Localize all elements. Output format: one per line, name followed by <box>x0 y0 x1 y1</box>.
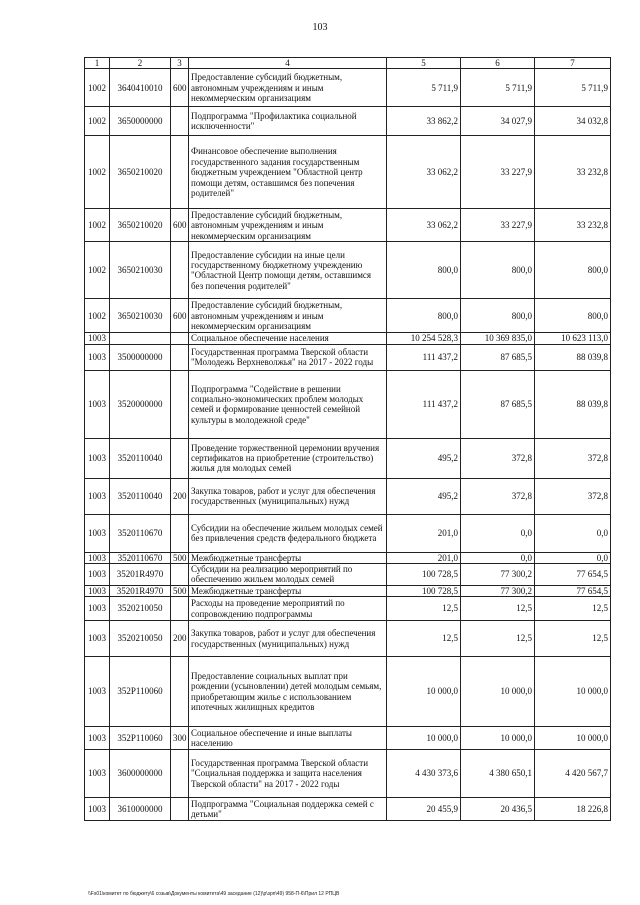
target-article-cell: 352P110060 <box>110 727 171 750</box>
value-col6-cell: 87 685,5 <box>461 344 535 370</box>
value-col5-cell: 800,0 <box>387 242 461 299</box>
value-col7-cell: 800,0 <box>535 242 611 299</box>
value-col5-cell: 201,0 <box>387 514 461 552</box>
target-article-cell: 3650210020 <box>110 209 171 242</box>
description-cell: Закупка товаров, работ и услуг для обеспечения государственных (муниципальных) нужд <box>189 621 387 657</box>
value-col7-cell: 5 711,9 <box>535 69 611 107</box>
value-col5-cell: 100 728,5 <box>387 585 461 596</box>
value-col5-cell: 12,5 <box>387 621 461 657</box>
table-row <box>85 370 611 438</box>
description-cell: Социальное обеспечение и иные выплаты населению <box>189 727 387 750</box>
description-cell: Предоставление субсидий бюджетным, автономным учреждениям и иным некоммерческим организациям <box>189 209 387 242</box>
value-col5-cell: 5 711,9 <box>387 69 461 107</box>
value-col7-cell: 34 032,8 <box>535 107 611 136</box>
expense-type-cell: 600 <box>171 209 189 242</box>
header-cell: 4 <box>189 58 387 69</box>
table-row <box>85 798 611 821</box>
expense-type-cell: 500 <box>171 552 189 563</box>
description-cell: Закупка товаров, работ и услуг для обеспечения государственных (муниципальных) нужд <box>189 478 387 514</box>
expense-type-cell <box>171 438 189 478</box>
value-col7-cell: 33 232,8 <box>535 136 611 209</box>
expense-type-cell: 600 <box>171 299 189 333</box>
value-col6-cell: 10 000,0 <box>461 727 535 750</box>
value-col7-cell: 88 039,8 <box>535 370 611 438</box>
value-col7-cell: 372,8 <box>535 478 611 514</box>
table-row <box>85 209 611 242</box>
value-col5-cell: 100 728,5 <box>387 564 461 586</box>
page-number: 103 <box>312 22 328 33</box>
target-article-cell: 35201R4970 <box>110 564 171 586</box>
section-code-cell: 1003 <box>85 564 110 586</box>
target-article-cell: 3600000000 <box>110 750 171 798</box>
expense-type-cell <box>171 333 189 344</box>
section-code-cell: 1003 <box>85 344 110 370</box>
expense-type-cell <box>171 136 189 209</box>
value-col6-cell: 77 300,2 <box>461 564 535 586</box>
header-cell: 1 <box>85 58 110 69</box>
value-col6-cell: 87 685,5 <box>461 370 535 438</box>
section-code-cell: 1003 <box>85 585 110 596</box>
table-row <box>85 564 611 586</box>
value-col5-cell: 33 862,2 <box>387 107 461 136</box>
description-cell: Предоставление субсидий бюджетным, автономным учреждениям и иным некоммерческим организациям <box>189 299 387 333</box>
budget-table <box>84 57 611 821</box>
header-cell: 5 <box>387 58 461 69</box>
value-col7-cell: 77 654,5 <box>535 564 611 586</box>
value-col6-cell: 372,8 <box>461 438 535 478</box>
expense-type-cell <box>171 242 189 299</box>
target-article-cell: 352P110060 <box>110 657 171 727</box>
target-article-cell: 35201R4970 <box>110 585 171 596</box>
target-article-cell <box>110 333 171 344</box>
value-col7-cell: 0,0 <box>535 514 611 552</box>
table-row <box>85 333 611 344</box>
section-code-cell: 1003 <box>85 597 110 621</box>
section-code-cell: 1003 <box>85 727 110 750</box>
value-col6-cell: 77 300,2 <box>461 585 535 596</box>
description-cell: Подпрограмма "Содействие в решении социально-экономических проблем молодых семей и формирование ценностей семейной культуры в молодежной среде" <box>189 370 387 438</box>
target-article-cell: 3650210030 <box>110 242 171 299</box>
target-article-cell: 3520000000 <box>110 370 171 438</box>
target-article-cell: 3520110670 <box>110 514 171 552</box>
value-col7-cell: 33 232,8 <box>535 209 611 242</box>
value-col6-cell: 800,0 <box>461 299 535 333</box>
value-col7-cell: 4 420 567,7 <box>535 750 611 798</box>
header-cell: 6 <box>461 58 535 69</box>
value-col7-cell: 10 000,0 <box>535 727 611 750</box>
target-article-cell: 3520110040 <box>110 438 171 478</box>
table-row <box>85 438 611 478</box>
value-col6-cell: 12,5 <box>461 597 535 621</box>
value-col5-cell: 201,0 <box>387 552 461 563</box>
table-row <box>85 621 611 657</box>
value-col7-cell: 10 000,0 <box>535 657 611 727</box>
section-code-cell: 1003 <box>85 750 110 798</box>
description-cell: Государственная программа Тверской области "Молодежь Верхневолжья" на 2017 - 2022 годы <box>189 344 387 370</box>
section-code-cell: 1002 <box>85 136 110 209</box>
section-code-cell: 1003 <box>85 438 110 478</box>
value-col6-cell: 33 227,9 <box>461 209 535 242</box>
description-cell: Государственная программа Тверской области "Социальная поддержка и защита населения Тверской области" на 2017 - 2022 годы <box>189 750 387 798</box>
value-col6-cell: 800,0 <box>461 242 535 299</box>
section-code-cell: 1003 <box>85 370 110 438</box>
footer-file-path: \\Fs01\комитет по бюджету\6 созыв\Документы комитета\49 заседание (12)\р\зрп\49) 958-П-6\Прил 12 РПЦВ <box>88 891 340 897</box>
expense-type-cell: 200 <box>171 621 189 657</box>
table-row <box>85 107 611 136</box>
description-cell: Межбюджетные трансферты <box>189 552 387 563</box>
expense-type-cell <box>171 657 189 727</box>
section-code-cell: 1003 <box>85 478 110 514</box>
table-row <box>85 69 611 107</box>
section-code-cell: 1002 <box>85 107 110 136</box>
value-col6-cell: 33 227,9 <box>461 136 535 209</box>
value-col6-cell: 10 369 835,0 <box>461 333 535 344</box>
section-code-cell: 1002 <box>85 299 110 333</box>
target-article-cell: 3500000000 <box>110 344 171 370</box>
header-cell: 7 <box>535 58 611 69</box>
description-cell: Финансовое обеспечение выполнения государственного задания государственным бюджетным учреждением "Областной центр помощи детям, оставшимся без попечения родителей" <box>189 136 387 209</box>
table-row <box>85 478 611 514</box>
value-col7-cell: 800,0 <box>535 299 611 333</box>
description-cell: Проведение торжественной церемонии вручения сертификатов на приобретение (строительство) жилья для молодых семей <box>189 438 387 478</box>
target-article-cell: 3520110040 <box>110 478 171 514</box>
section-code-cell: 1003 <box>85 514 110 552</box>
expense-type-cell: 500 <box>171 585 189 596</box>
value-col7-cell: 0,0 <box>535 552 611 563</box>
description-cell: Подпрограмма "Социальная поддержка семей с детьми" <box>189 798 387 821</box>
description-cell: Подпрограмма "Профилактика социальной исключенности" <box>189 107 387 136</box>
description-cell: Предоставление субсидий бюджетным, автономным учреждениям и иным некоммерческим организациям <box>189 69 387 107</box>
value-col5-cell: 10 000,0 <box>387 657 461 727</box>
table-row <box>85 136 611 209</box>
value-col6-cell: 34 027,9 <box>461 107 535 136</box>
target-article-cell: 3610000000 <box>110 798 171 821</box>
expense-type-cell <box>171 597 189 621</box>
section-code-cell: 1003 <box>85 798 110 821</box>
description-cell: Предоставление социальных выплат при рождении (усыновлении) детей молодым семьям, приобретающим жилье с использованием ипотечных жилищных кредитов <box>189 657 387 727</box>
target-article-cell: 3640410010 <box>110 69 171 107</box>
value-col6-cell: 10 000,0 <box>461 657 535 727</box>
description-cell: Расходы на проведение мероприятий по сопровождению подпрограммы <box>189 597 387 621</box>
value-col6-cell: 5 711,9 <box>461 69 535 107</box>
expense-type-cell <box>171 514 189 552</box>
expense-type-cell: 200 <box>171 478 189 514</box>
budget-table-body <box>85 58 611 821</box>
value-col5-cell: 111 437,2 <box>387 370 461 438</box>
value-col5-cell: 495,2 <box>387 478 461 514</box>
expense-type-cell <box>171 798 189 821</box>
value-col7-cell: 88 039,8 <box>535 344 611 370</box>
value-col7-cell: 10 623 113,0 <box>535 333 611 344</box>
value-col5-cell: 10 254 528,3 <box>387 333 461 344</box>
value-col6-cell: 20 436,5 <box>461 798 535 821</box>
value-col6-cell: 0,0 <box>461 514 535 552</box>
target-article-cell: 3520110670 <box>110 552 171 563</box>
value-col7-cell: 12,5 <box>535 597 611 621</box>
section-code-cell: 1002 <box>85 209 110 242</box>
description-cell: Предоставление субсидии на иные цели государственному бюджетному учреждению "Областной Центр помощи детям, оставшимся без попечения родителей" <box>189 242 387 299</box>
target-article-cell: 3650210030 <box>110 299 171 333</box>
value-col5-cell: 12,5 <box>387 597 461 621</box>
table-header-row <box>85 58 611 69</box>
target-article-cell: 3650000000 <box>110 107 171 136</box>
expense-type-cell <box>171 370 189 438</box>
value-col5-cell: 111 437,2 <box>387 344 461 370</box>
description-cell: Субсидии на обеспечение жильем молодых семей без привлечения средств федерального бюджета <box>189 514 387 552</box>
value-col5-cell: 33 062,2 <box>387 136 461 209</box>
value-col7-cell: 372,8 <box>535 438 611 478</box>
value-col7-cell: 18 226,8 <box>535 798 611 821</box>
value-col6-cell: 372,8 <box>461 478 535 514</box>
value-col6-cell: 0,0 <box>461 552 535 563</box>
description-cell: Социальное обеспечение населения <box>189 333 387 344</box>
target-article-cell: 3520210050 <box>110 597 171 621</box>
table-row <box>85 750 611 798</box>
expense-type-cell <box>171 564 189 586</box>
expense-type-cell <box>171 750 189 798</box>
table-row <box>85 727 611 750</box>
section-code-cell: 1002 <box>85 69 110 107</box>
table-row <box>85 299 611 333</box>
description-cell: Межбюджетные трансферты <box>189 585 387 596</box>
value-col5-cell: 10 000,0 <box>387 727 461 750</box>
table-row <box>85 514 611 552</box>
value-col7-cell: 12,5 <box>535 621 611 657</box>
section-code-cell: 1002 <box>85 242 110 299</box>
section-code-cell: 1003 <box>85 657 110 727</box>
value-col5-cell: 495,2 <box>387 438 461 478</box>
table-row <box>85 552 611 563</box>
table-row <box>85 585 611 596</box>
value-col7-cell: 77 654,5 <box>535 585 611 596</box>
value-col5-cell: 33 062,2 <box>387 209 461 242</box>
description-cell: Субсидии на реализацию мероприятий по обеспечению жильем молодых семей <box>189 564 387 586</box>
value-col5-cell: 800,0 <box>387 299 461 333</box>
header-cell: 3 <box>171 58 189 69</box>
table-row <box>85 242 611 299</box>
expense-type-cell <box>171 344 189 370</box>
table-row <box>85 344 611 370</box>
target-article-cell: 3650210020 <box>110 136 171 209</box>
value-col6-cell: 12,5 <box>461 621 535 657</box>
expense-type-cell: 300 <box>171 727 189 750</box>
section-code-cell: 1003 <box>85 333 110 344</box>
target-article-cell: 3520210050 <box>110 621 171 657</box>
value-col5-cell: 20 455,9 <box>387 798 461 821</box>
expense-type-cell <box>171 107 189 136</box>
value-col5-cell: 4 430 373,6 <box>387 750 461 798</box>
section-code-cell: 1003 <box>85 621 110 657</box>
header-cell: 2 <box>110 58 171 69</box>
expense-type-cell: 600 <box>171 69 189 107</box>
value-col6-cell: 4 380 650,1 <box>461 750 535 798</box>
table-row <box>85 597 611 621</box>
table-row <box>85 657 611 727</box>
section-code-cell: 1003 <box>85 552 110 563</box>
